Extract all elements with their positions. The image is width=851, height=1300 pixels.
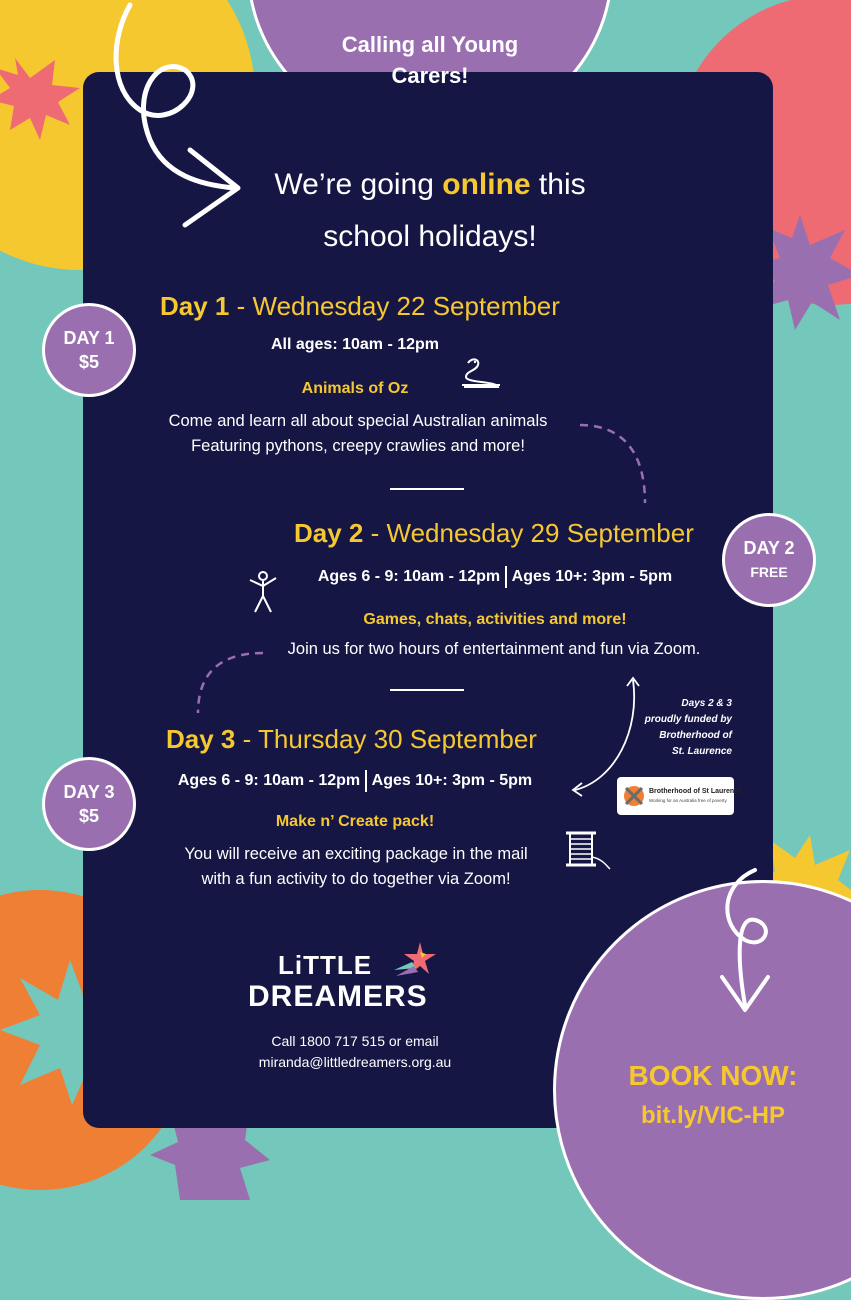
day1-activity: Animals of Oz: [301, 380, 409, 397]
day3-title-date: - Thursday 30 September: [235, 724, 537, 754]
day2-ages-a: Ages 6 - 9: 10am - 12pm: [317, 568, 501, 586]
bsl-logo-icon: [623, 785, 645, 807]
curly-arrow-icon: [90, 0, 250, 240]
brand-line-1: LiTTLE: [278, 950, 373, 980]
contact-line-1: Call 1800 717 515 or email: [271, 1033, 439, 1049]
contact-email[interactable]: miranda@littledreamers.org.au: [258, 1054, 452, 1070]
brand-line-2: DREAMERS: [248, 980, 428, 1013]
calling-line-2: Carers!: [391, 63, 469, 88]
day2-badge: [722, 513, 816, 607]
day3-ages-b: Ages 10+: 3pm - 5pm: [371, 772, 533, 790]
day1-title: [160, 291, 560, 322]
bsl-logo-tagline: Working for an Australia free of poverty: [649, 798, 727, 803]
day1-badge-label: DAY 1: [63, 328, 115, 348]
day3-ages: [150, 770, 560, 792]
day3-title-day: Day 3: [166, 724, 236, 754]
divider-1: [390, 488, 464, 490]
day2-badge-price: FREE: [750, 564, 788, 580]
day1-ages: All ages: 10am - 12pm: [270, 336, 440, 353]
day1-title-day: Day 1: [160, 291, 230, 321]
day3-desc-1: You will receive an exciting package in the mail: [184, 845, 528, 863]
day2-title: [294, 518, 714, 549]
day2-badge-label: DAY 2: [743, 538, 795, 558]
day3-ages-separator: [365, 770, 367, 792]
bsl-logo-name: Brotherhood of St Laurence: [649, 788, 742, 795]
person-icon: [246, 570, 280, 616]
day3-activity: Make n’ Create pack!: [275, 813, 435, 830]
funding-line-1: Days 2 & 3: [681, 698, 732, 709]
funding-line-3: Brotherhood of: [659, 730, 732, 741]
snake-icon: [458, 355, 504, 391]
intro-line-2: school holidays!: [323, 220, 537, 253]
dashed-connector-1: [575, 415, 655, 505]
divider-2: [390, 689, 464, 691]
funding-line-2: proudly funded by: [644, 714, 732, 725]
funding-line-4: St. Laurence: [671, 746, 732, 757]
bsl-logo: [617, 777, 742, 815]
intro-highlight: online: [442, 168, 531, 201]
day3-badge: [42, 757, 136, 851]
day1-title-date: - Wednesday 22 September: [229, 291, 560, 321]
day2-ages: [290, 566, 700, 588]
day3-badge-label: DAY 3: [63, 782, 115, 802]
intro-line-1: [200, 168, 660, 202]
day1-desc-2: Featuring pythons, creepy crawlies and more!: [191, 437, 525, 455]
day2-desc: Join us for two hours of entertainment and fun via Zoom.: [287, 640, 701, 658]
day2-title-date: - Wednesday 29 September: [363, 518, 694, 548]
dashed-connector-2: [188, 645, 268, 715]
day1-desc-1: Come and learn all about special Australian animals: [168, 412, 548, 430]
day3-badge-price: $5: [78, 806, 100, 826]
day2-ages-b: Ages 10+: 3pm - 5pm: [511, 568, 673, 586]
day1-badge-price: $5: [78, 352, 100, 372]
day2-ages-separator: [505, 566, 507, 588]
day1-badge: [42, 303, 136, 397]
intro-post: this: [530, 168, 586, 201]
day3-desc-2: with a fun activity to do together via Zoom!: [201, 870, 511, 888]
day2-activity: Games, chats, activities and more!: [363, 611, 627, 628]
down-arrow-icon: [700, 865, 790, 1025]
day3-ages-a: Ages 6 - 9: 10am - 12pm: [177, 772, 361, 790]
intro-pre: We’re going: [274, 168, 443, 201]
day3-title: [166, 724, 566, 755]
day2-title-day: Day 2: [294, 518, 364, 548]
star-logo-icon: [392, 940, 440, 980]
book-now-label: BOOK NOW:: [628, 1060, 798, 1091]
calling-line-1: Calling all Young: [341, 32, 519, 57]
book-now-link[interactable]: bit.ly/VIC-HP: [640, 1102, 785, 1129]
